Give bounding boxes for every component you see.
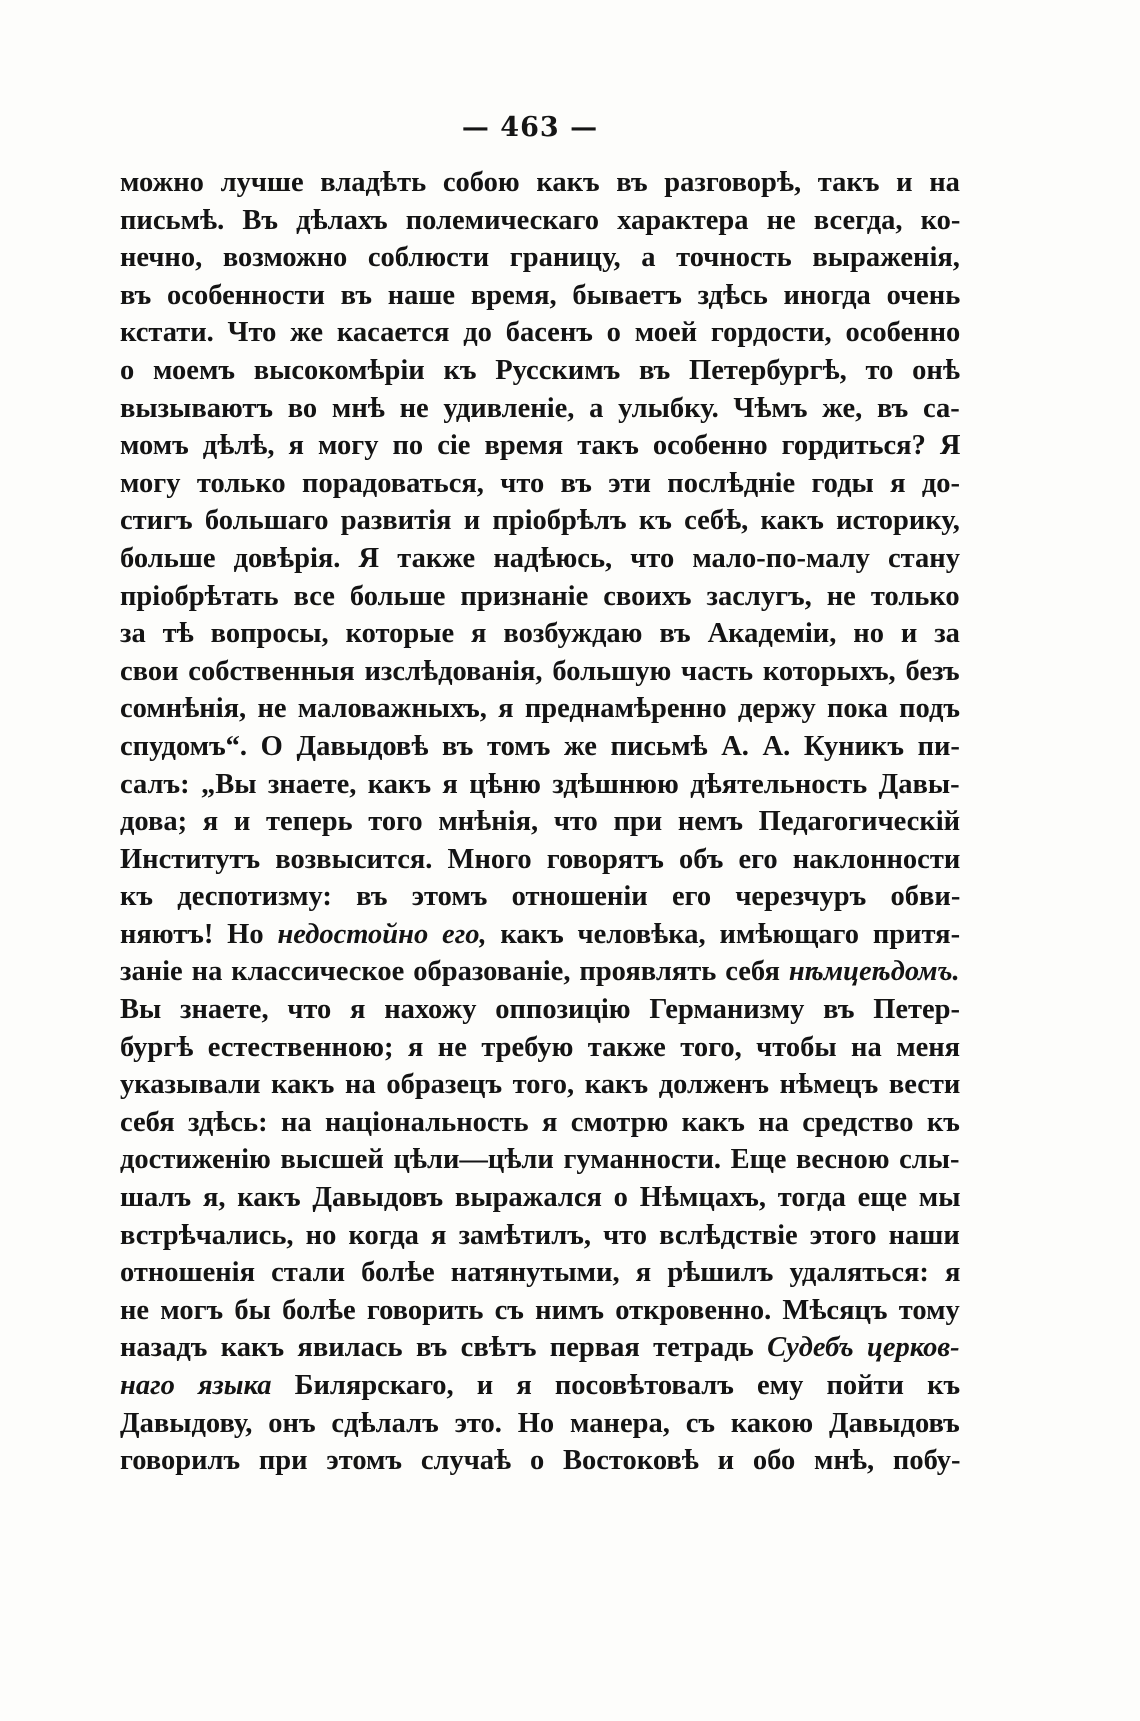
text-line bbox=[120, 1405, 960, 1443]
text-line bbox=[120, 578, 960, 616]
italic-text: Судебъ церков- bbox=[767, 1332, 960, 1364]
text-span: стигъ большаго развитія и пріобрѣлъ къ себѣ, какъ историку, bbox=[120, 505, 960, 537]
text-span: Давыдову, онъ сдѣлалъ это. Но манера, съ какою Давыдовъ bbox=[120, 1407, 960, 1439]
text-line bbox=[120, 1217, 960, 1255]
text-span: нечно, возможно соблюсти границу, а точность выраженія, bbox=[120, 242, 960, 274]
text-span: бургѣ естественною; я не требую также того, чтобы на меня bbox=[120, 1031, 960, 1063]
text-span: назадъ какъ явилась въ свѣтъ первая тетрадь bbox=[120, 1332, 768, 1364]
text-line bbox=[120, 690, 960, 728]
italic-text: нѣмцеѣдомъ. bbox=[788, 956, 960, 988]
text-line bbox=[120, 314, 960, 352]
text-line bbox=[120, 1254, 960, 1292]
text-line bbox=[120, 239, 960, 277]
text-line bbox=[120, 615, 960, 653]
text-span: себя здѣсь: на національность я смотрю какъ на средство къ bbox=[120, 1106, 960, 1138]
text-span: къ деспотизму: въ этомъ отношеніи его черезчуръ обви- bbox=[120, 881, 960, 913]
text-line bbox=[120, 1029, 960, 1067]
text-line bbox=[120, 164, 960, 202]
text-span: сомнѣнія, не маловажныхъ, я преднамѣренно держу пока подъ bbox=[120, 693, 960, 725]
text-line bbox=[120, 991, 960, 1029]
text-span: дова; я и теперь того мнѣнія, что при немъ Педагогическій bbox=[120, 806, 960, 838]
text-line bbox=[120, 953, 960, 991]
text-span: пріобрѣтать все больше признаніе своихъ заслугъ, не только bbox=[120, 580, 960, 612]
text-line bbox=[120, 841, 960, 879]
text-line bbox=[120, 1329, 960, 1367]
text-line bbox=[120, 1141, 960, 1179]
text-line bbox=[120, 878, 960, 916]
text-span: няютъ! Но bbox=[120, 918, 278, 950]
text-span: спудомъ“. О Давыдовѣ въ томъ же письмѣ А. А. Куникъ пи- bbox=[120, 730, 960, 762]
scan-artifact-mark bbox=[2, 0, 12, 24]
text-span: больше довѣрія. Я также надѣюсь, что мало-по-малу стану bbox=[120, 542, 960, 574]
italic-text: наго языка bbox=[120, 1370, 272, 1401]
text-span: не могъ бы болѣе говорить съ нимъ откровенно. Мѣсяцъ тому bbox=[120, 1294, 960, 1326]
text-line bbox=[120, 540, 960, 578]
text-line bbox=[120, 1292, 960, 1330]
text-span: говорилъ при этомъ случаѣ о Востоковѣ и обо мнѣ, побу- bbox=[120, 1445, 960, 1477]
text-span: указывали какъ на образецъ того, какъ долженъ нѣмецъ вести bbox=[120, 1069, 960, 1101]
text-span: о моемъ высокомѣріи къ Русскимъ въ Петербургѣ, то онѣ bbox=[120, 354, 960, 386]
text-line bbox=[120, 277, 960, 315]
text-span: можно лучше владѣть собою какъ въ разговорѣ, такъ и на bbox=[120, 167, 960, 198]
text-line bbox=[120, 1442, 960, 1480]
text-span: Билярскаго, и я посовѣтовалъ ему пойти къ bbox=[271, 1370, 960, 1401]
text-line bbox=[120, 728, 960, 766]
text-span: свои собственныя изслѣдованія, большую часть которыхъ, безъ bbox=[120, 655, 960, 687]
text-span: встрѣчались, но когда я замѣтилъ, что вслѣдствіе этого наши bbox=[120, 1219, 960, 1251]
text-span: достиженію высшей цѣли—цѣли гуманности. Еще весною слы- bbox=[120, 1144, 960, 1176]
text-span: вызываютъ во мнѣ не удивленіе, а улыбку. Чѣмъ же, въ са- bbox=[120, 392, 960, 424]
text-span: салъ: „Вы знаете, какъ я цѣню здѣшнюю дѣятельность Давы- bbox=[120, 768, 960, 800]
text-line bbox=[120, 916, 960, 954]
text-span: въ особенности въ наше время, бываетъ здѣсь иногда очень bbox=[120, 279, 960, 311]
text-line bbox=[120, 1179, 960, 1217]
text-line bbox=[120, 352, 960, 390]
text-line bbox=[120, 1066, 960, 1104]
text-span: за тѣ вопросы, которые я возбуждаю въ Академіи, но и за bbox=[120, 618, 960, 650]
text-line bbox=[120, 653, 960, 691]
text-span: Вы знаете, что я нахожу оппозицію Германизму въ Петер- bbox=[120, 994, 960, 1026]
text-line bbox=[120, 502, 960, 540]
text-span: письмѣ. Въ дѣлахъ полемическаго характера не всегда, ко- bbox=[120, 204, 960, 236]
text-span: какъ человѣка, имѣющаго притя- bbox=[486, 918, 960, 950]
text-span: кстати. Что же касается до басенъ о моей гордости, особенно bbox=[120, 317, 960, 349]
text-span: момъ дѣлѣ, я могу по сіе время такъ особенно гордиться? Я bbox=[120, 430, 960, 462]
text-line bbox=[120, 803, 960, 841]
text-line bbox=[120, 1367, 960, 1405]
text-line bbox=[120, 766, 960, 804]
body-text bbox=[120, 164, 960, 1480]
text-line bbox=[120, 465, 960, 503]
text-span: Институтъ возвысится. Много говорятъ объ его наклонности bbox=[120, 843, 960, 875]
text-span: могу только порадоваться, что въ эти послѣдніе годы я до- bbox=[120, 467, 960, 499]
text-span: заніе на классическое образованіе, проявлять себя bbox=[120, 956, 789, 988]
text-line bbox=[120, 1104, 960, 1142]
text-line bbox=[120, 390, 960, 428]
text-line bbox=[120, 427, 960, 465]
italic-text: недостойно его, bbox=[277, 918, 487, 950]
text-line bbox=[120, 202, 960, 240]
text-span: отношенія стали болѣе натянутыми, я рѣшилъ удаляться: я bbox=[120, 1257, 960, 1289]
page-number: — 463 — bbox=[461, 112, 599, 143]
text-span: шалъ я, какъ Давыдовъ выражался о Нѣмцахъ, тогда еще мы bbox=[120, 1182, 960, 1214]
